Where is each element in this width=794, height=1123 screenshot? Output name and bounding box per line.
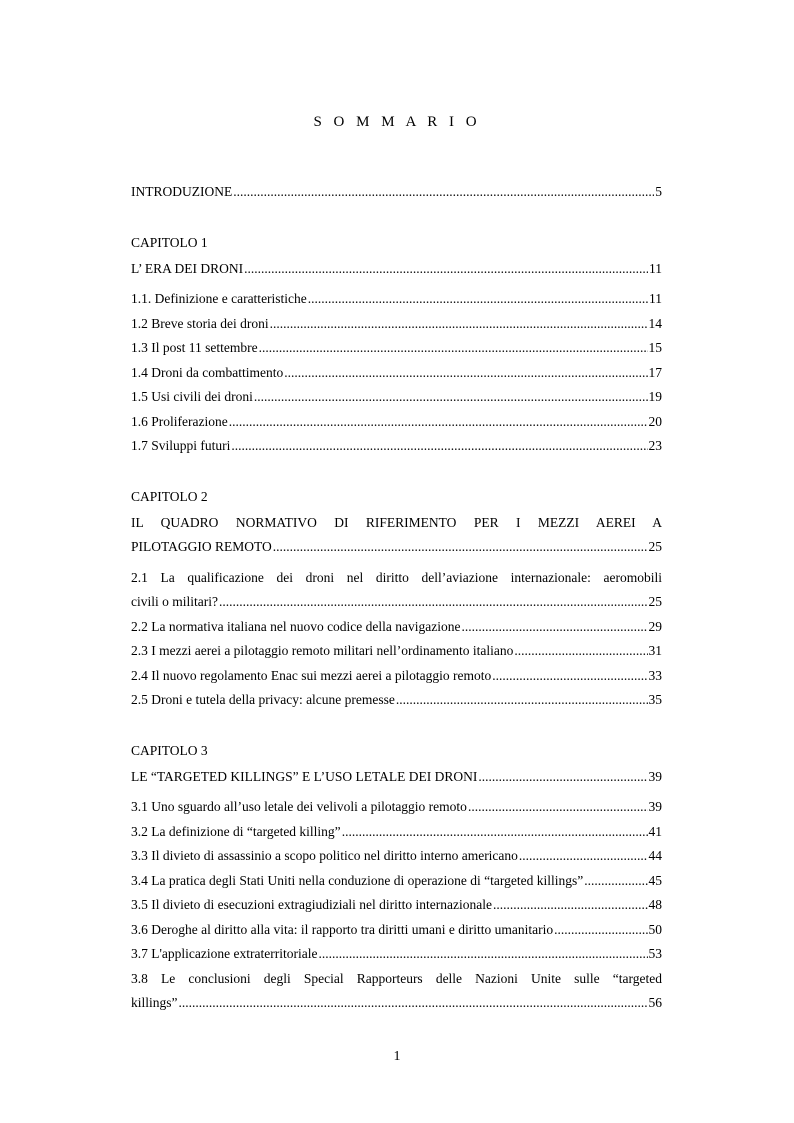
- chapter-2-title-entry: [131, 538, 662, 563]
- entry-page: 35: [648, 692, 662, 707]
- toc-entry: [131, 667, 662, 692]
- dot-leader: [342, 823, 648, 841]
- chapter-3-title-entry: [131, 768, 662, 793]
- toc-entry: [131, 823, 662, 848]
- page-title: S O M M A R I O: [313, 114, 481, 130]
- entry-label: 2.5 Droni e tutela della privacy: alcune premesse: [131, 692, 395, 707]
- dot-leader: [514, 642, 647, 660]
- entry-label: 1.3 Il post 11 settembre: [131, 340, 258, 355]
- entry-label: 1.6 Proliferazione: [131, 413, 228, 429]
- toc-entry: [131, 691, 662, 716]
- toc-entry: [131, 388, 662, 413]
- dot-leader: [270, 315, 648, 333]
- entry-page: 50: [648, 921, 662, 937]
- chapter-1-title-entry: [131, 260, 662, 285]
- entry-label: 1.4 Droni da combattimento: [131, 364, 284, 380]
- toc-entry: [131, 364, 662, 389]
- dot-leader: [462, 618, 648, 636]
- toc-entry: [131, 945, 662, 970]
- entry-label: PILOTAGGIO REMOTO: [131, 539, 272, 554]
- toc-entry: [131, 642, 662, 667]
- dot-leader: [179, 994, 648, 1012]
- toc-entry: [131, 921, 662, 946]
- entry-page: 29: [648, 618, 662, 634]
- toc-entry: [131, 847, 662, 872]
- entry-page: 44: [648, 848, 662, 863]
- entry-label: 2.2 La normativa italiana nel nuovo codice della navigazione: [131, 618, 461, 634]
- chapter-2-title-line1: IL QUADRO NORMATIVO DI RIFERIMENTO PER I MEZZI AEREI A: [131, 514, 662, 530]
- entry-label: 3.4 La pratica degli Stati Uniti nella conduzione di operazione di “targeted killings”: [131, 872, 584, 888]
- entry-page: 41: [648, 823, 662, 839]
- entry-label: 3.1 Uno sguardo all’uso letale dei velivoli a pilotaggio remoto: [131, 799, 467, 814]
- entry-label: 1.7 Sviluppi futuri: [131, 438, 231, 453]
- entry-page: 31: [648, 643, 662, 658]
- dot-leader: [584, 872, 647, 890]
- entry-page: 48: [648, 897, 662, 912]
- toc-entry: [131, 618, 662, 643]
- dot-leader: [396, 691, 648, 709]
- entry-page: 14: [648, 315, 662, 331]
- entry-page: 56: [648, 995, 662, 1010]
- dot-leader: [493, 896, 647, 914]
- dot-leader: [273, 538, 648, 556]
- entry-page: 5: [655, 184, 662, 199]
- toc-entry: [131, 437, 662, 462]
- entry-page: 11: [649, 260, 662, 276]
- entry-label: 2.3 I mezzi aerei a pilotaggio remoto militari nell’ordinamento italiano: [131, 643, 514, 658]
- page-number: 1: [393, 1049, 401, 1064]
- dot-leader: [468, 798, 648, 816]
- dot-leader: [284, 364, 647, 382]
- entry-page: 20: [648, 413, 662, 429]
- dot-leader: [231, 437, 647, 455]
- toc-entry: [131, 994, 662, 1019]
- toc-entry: [131, 896, 662, 921]
- entry-page: 33: [648, 667, 662, 683]
- entry-label: killings”: [131, 995, 178, 1010]
- dot-leader: [229, 413, 648, 431]
- entry-label: 1.2 Breve storia dei droni: [131, 315, 269, 331]
- entry-label: 3.2 La definizione di “targeted killing”: [131, 823, 341, 839]
- entry-label: INTRODUZIONE: [131, 184, 233, 199]
- dot-leader: [308, 290, 648, 308]
- entry-label: 1.5 Usi civili dei droni: [131, 389, 253, 404]
- entry-label: civili o militari?: [131, 594, 218, 609]
- chapter-1-label: CAPITOLO 1: [131, 234, 208, 250]
- entry-page: 23: [648, 438, 662, 453]
- entry-page: 15: [648, 340, 662, 355]
- entry-label: 3.6 Deroghe al diritto alla vita: il rapporto tra diritti umani e diritto umanitario: [131, 921, 554, 937]
- toc-entry: [131, 315, 662, 340]
- table-of-contents: [131, 183, 662, 1019]
- entry-page: 39: [648, 799, 662, 814]
- section-2-1-line1: 2.1 La qualificazione dei droni nel diritto dell’aviazione internazionale: aeromobili: [131, 569, 662, 585]
- dot-leader: [219, 593, 648, 611]
- dot-leader: [478, 768, 647, 786]
- entry-page: 17: [648, 364, 662, 380]
- entry-label: L’ ERA DEI DRONI: [131, 260, 244, 276]
- entry-page: 19: [648, 389, 662, 404]
- entry-page: 25: [648, 594, 662, 609]
- entry-label: LE “TARGETED KILLINGS” E L’USO LETALE DEI DRONI: [131, 768, 478, 784]
- toc-entry: [131, 290, 662, 315]
- toc-entry-introduction: [131, 183, 662, 208]
- section-3-8-line1: 3.8 Le conclusioni degli Special Rapporteurs delle Nazioni Unite sulle “targeted: [131, 970, 662, 986]
- dot-leader: [254, 388, 648, 406]
- chapter-2-label: CAPITOLO 2: [131, 488, 208, 504]
- entry-label: 1.1. Definizione e caratteristiche: [131, 291, 307, 306]
- entry-page: 39: [648, 768, 662, 784]
- entry-page: 11: [649, 291, 662, 306]
- toc-entry: [131, 872, 662, 897]
- toc-entry: [131, 798, 662, 823]
- entry-page: 25: [648, 539, 662, 554]
- entry-label: 3.7 L'applicazione extraterritoriale: [131, 946, 318, 961]
- dot-leader: [233, 183, 654, 201]
- toc-entry: [131, 339, 662, 364]
- dot-leader: [492, 667, 647, 685]
- dot-leader: [259, 339, 648, 357]
- dot-leader: [519, 847, 648, 865]
- toc-entry: [131, 413, 662, 438]
- dot-leader: [318, 945, 647, 963]
- toc-entry: [131, 593, 662, 618]
- dot-leader: [244, 260, 648, 278]
- dot-leader: [554, 921, 647, 939]
- entry-label: 3.5 Il divieto di esecuzioni extragiudiziali nel diritto internazionale: [131, 897, 493, 912]
- chapter-3-label: CAPITOLO 3: [131, 742, 208, 758]
- entry-label: 2.4 Il nuovo regolamento Enac sui mezzi aerei a pilotaggio remoto: [131, 667, 492, 683]
- entry-label: 3.3 Il divieto di assassinio a scopo politico nel diritto interno americano: [131, 848, 518, 863]
- entry-page: 53: [648, 946, 662, 961]
- entry-page: 45: [648, 872, 662, 888]
